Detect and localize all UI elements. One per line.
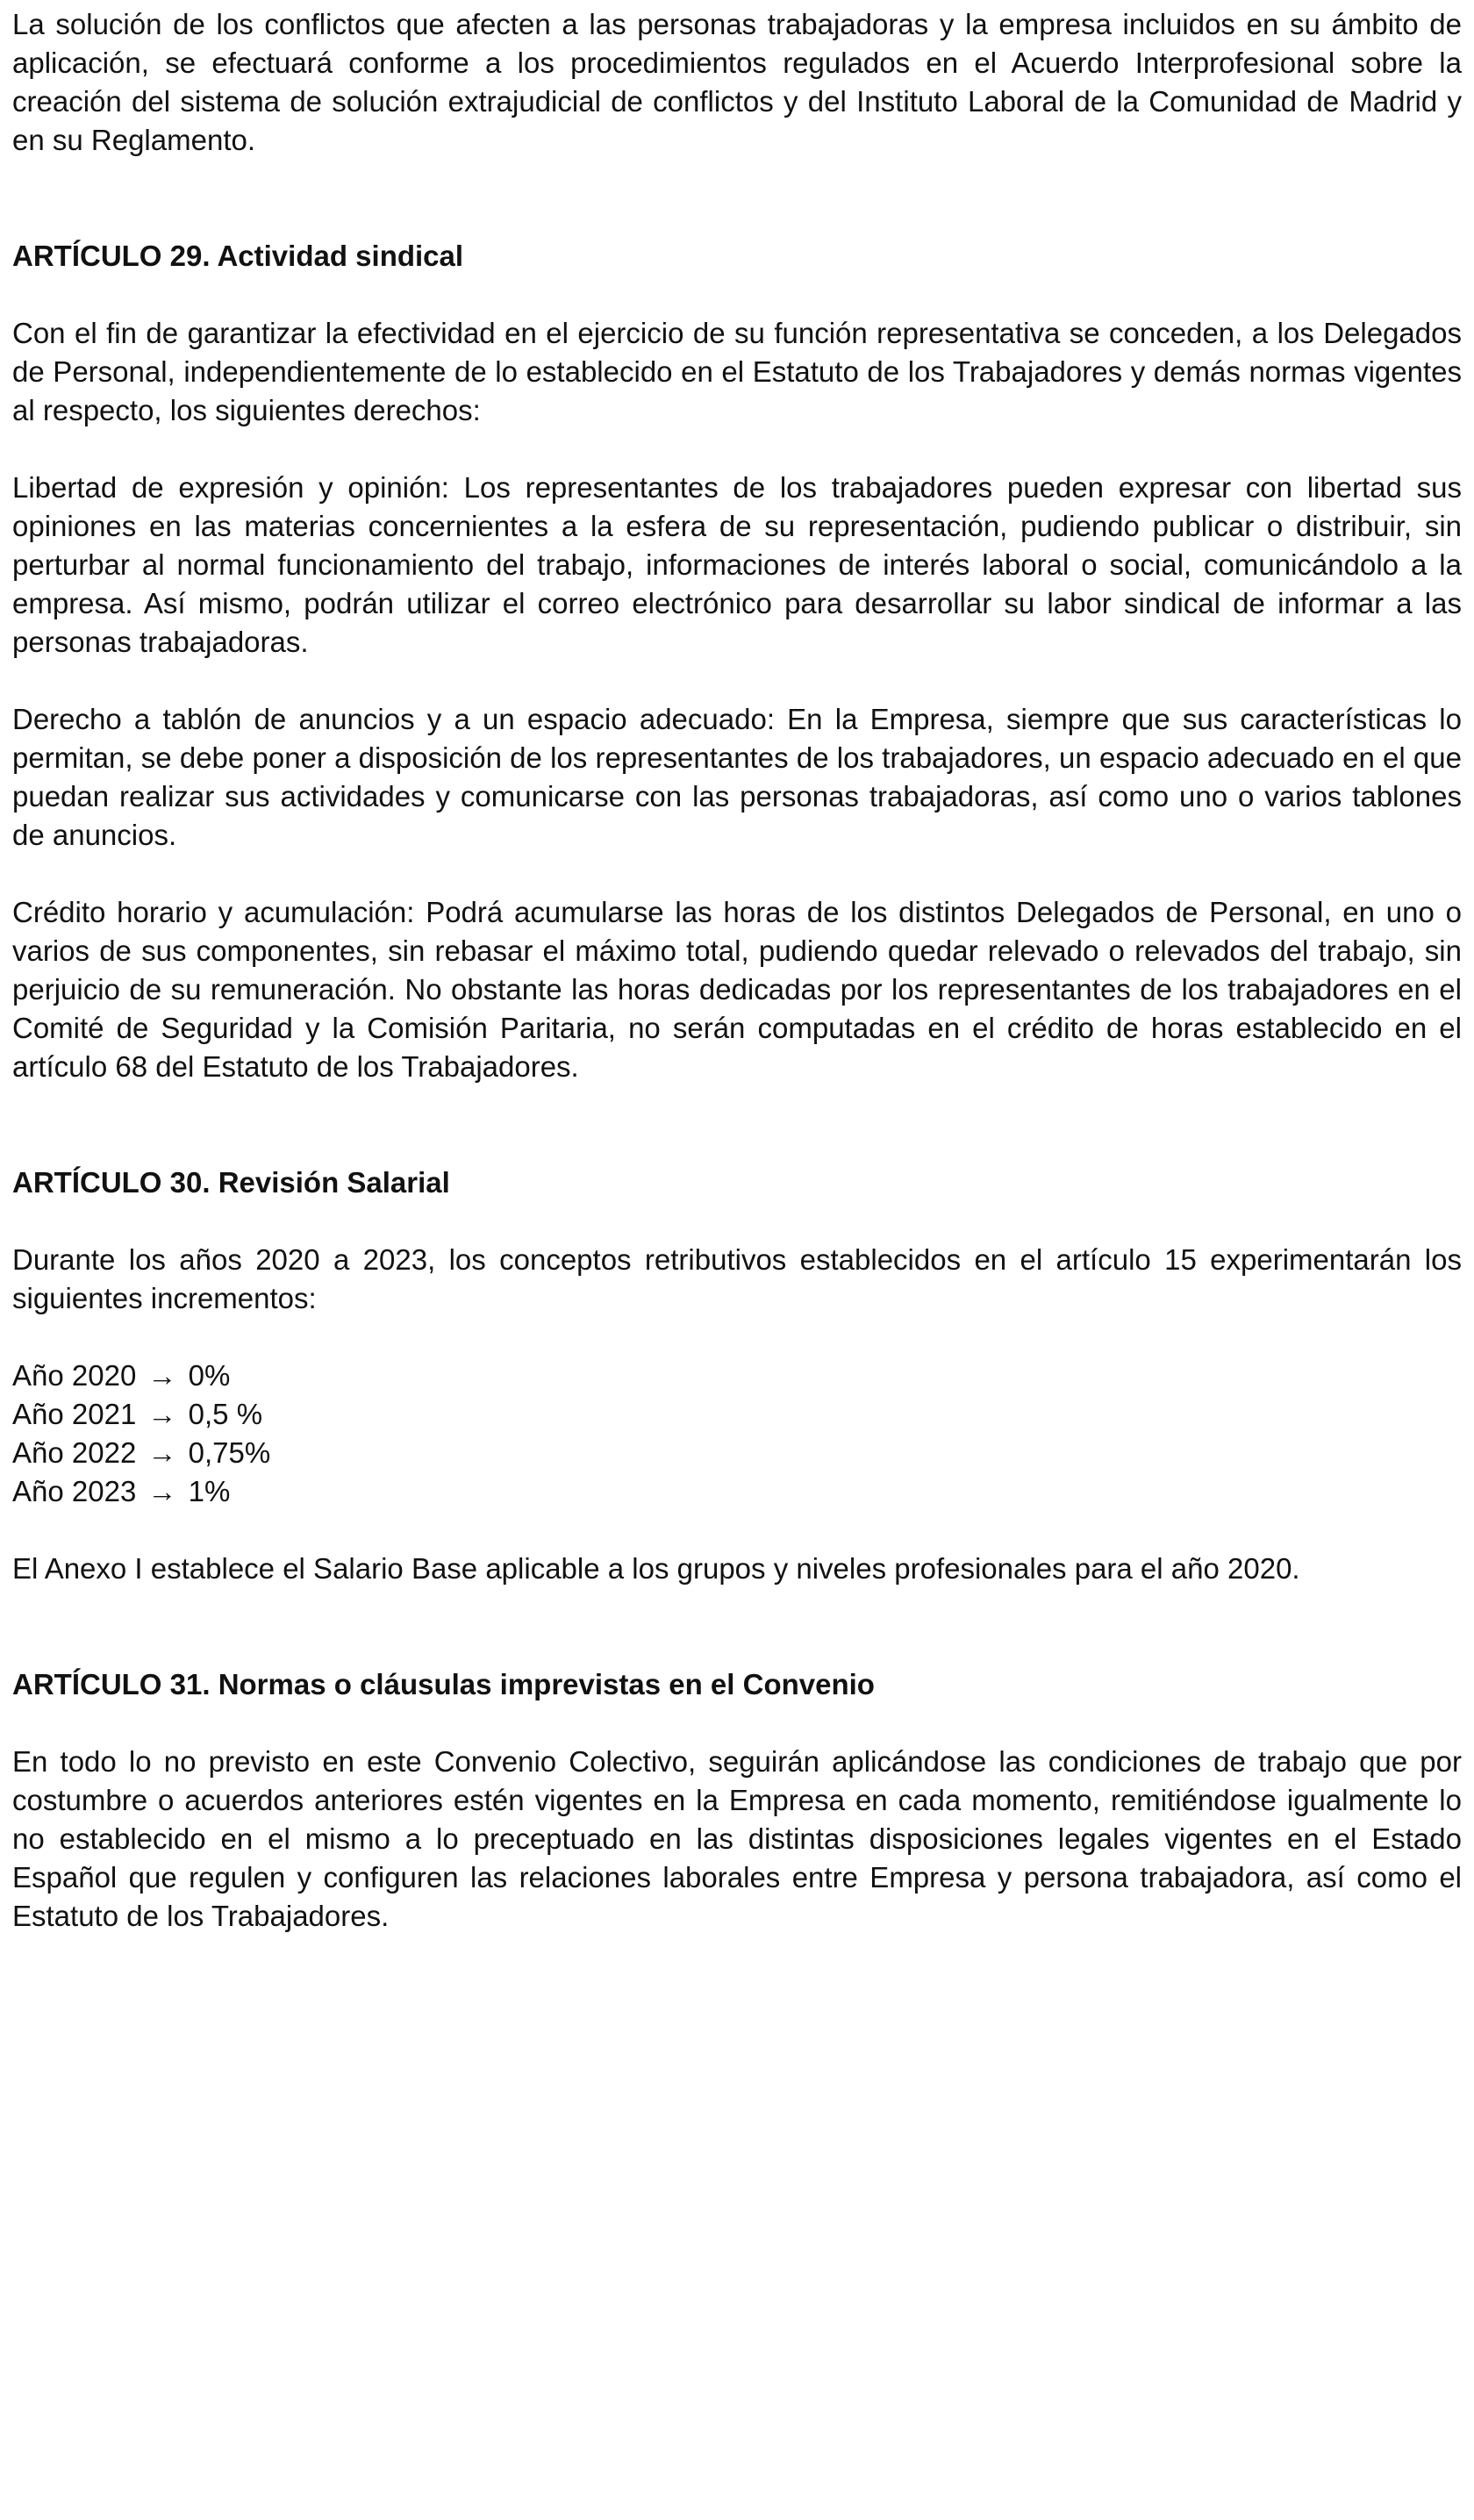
spacer: [12, 855, 1462, 893]
article-29-paragraph-3: Derecho a tablón de anuncios y a un espacio adecuado: En la Empresa, siempre que sus características lo permitan, se debe poner a disposición de los representantes de los trabajadores, un espacio adecuado en el que puedan realizar sus actividades y comunicarse con las personas trabajadoras, así como uno o varios tablones de anuncios.: [12, 703, 1462, 851]
spacer: [12, 1704, 1462, 1743]
article-30-heading: ARTÍCULO 30. Revisión Salarial: [12, 1166, 450, 1199]
list-item: [12, 1357, 1462, 1395]
increment-value: 0%: [188, 1359, 231, 1392]
arrow-right-icon: →: [147, 1359, 177, 1392]
spacer: [12, 160, 1462, 237]
article-29-paragraph-2: Libertad de expresión y opinión: Los representantes de los trabajadores pueden expresar con libertad sus opiniones en las materias concernientes a la esfera de su representación, pudiendo publicar o distribuir, sin perturbar al normal funcionamiento del trabajo, informaciones de interés laboral o social, comunicándolo a la empresa. Así mismo, podrán utilizar el correo electrónico para desarrollar su labor sindical de informar a las personas trabajadoras.: [12, 471, 1462, 658]
list-item: [12, 1472, 1462, 1511]
article-31-heading: ARTÍCULO 31. Normas o cláusulas imprevistas en el Convenio: [12, 1668, 875, 1700]
spacer: [12, 1318, 1462, 1357]
spacer: [12, 1588, 1462, 1665]
list-item: [12, 1395, 1462, 1434]
increments-list: [12, 1357, 1462, 1511]
increment-value: 0,75%: [188, 1436, 271, 1469]
increment-value: 1%: [188, 1475, 231, 1507]
article-29-paragraph-1: Con el fin de garantizar la efectividad en el ejercicio de su función representativa se conceden, a los Delegados de Personal, independientemente de lo establecido en el Estatuto de los Trabajadores y demás normas vigentes al respecto, los siguientes derechos:: [12, 317, 1462, 426]
article-30-annex-note: El Anexo I establece el Salario Base aplicable a los grupos y niveles profesionales para el año 2020.: [12, 1552, 1300, 1585]
document-page: [12, 5, 1462, 1936]
article-29-paragraph-4: Crédito horario y acumulación: Podrá acumularse las horas de los distintos Delegados de Personal, en uno o varios de sus componentes, sin rebasar el máximo total, pudiendo quedar relevado o relevados del trabajo, sin perjuicio de su remuneración. No obstante las horas dedicadas por los representantes de los trabajadores en el Comité de Seguridad y la Comisión Paritaria, no serán computadas en el crédito de horas establecido en el artículo 68 del Estatuto de los Trabajadores.: [12, 896, 1462, 1083]
increment-year: Año 2020: [12, 1359, 137, 1392]
spacer: [12, 1511, 1462, 1550]
increment-value: 0,5 %: [188, 1398, 263, 1430]
spacer: [12, 662, 1462, 700]
article-29-heading: ARTÍCULO 29. Actividad sindical: [12, 240, 464, 272]
spacer: [12, 276, 1462, 314]
increment-year: Año 2021: [12, 1398, 137, 1430]
spacer: [12, 1202, 1462, 1241]
increment-year: Año 2022: [12, 1436, 137, 1469]
list-item: [12, 1434, 1462, 1472]
intro-paragraph: La solución de los conflictos que afecten a las personas trabajadoras y la empresa incluidos en su ámbito de aplicación, se efectuará conforme a los procedimientos regulados en el Acuerdo Interprofesional sobre la creación del sistema de solución extrajudicial de conflictos y del Instituto Laboral de la Comunidad de Madrid y en su Reglamento.: [12, 8, 1462, 156]
spacer: [12, 430, 1462, 469]
spacer: [12, 1086, 1462, 1163]
arrow-right-icon: →: [147, 1475, 177, 1507]
article-31-paragraph-1: En todo lo no previsto en este Convenio Colectivo, seguirán aplicándose las condiciones de trabajo que por costumbre o acuerdos anteriores estén vigentes en la Empresa en cada momento, remitiéndose igualmente lo no establecido en el mismo a lo preceptuado en las distintas disposiciones legales vigentes en el Estado Español que regulen y configuren las relaciones laborales entre Empresa y persona trabajadora, así como el Estatuto de los Trabajadores.: [12, 1745, 1462, 1932]
arrow-right-icon: →: [147, 1398, 177, 1430]
increment-year: Año 2023: [12, 1475, 137, 1507]
article-30-paragraph-1: Durante los años 2020 a 2023, los conceptos retributivos establecidos en el artículo 15 experimentarán los siguientes incrementos:: [12, 1243, 1462, 1314]
arrow-right-icon: →: [147, 1436, 177, 1469]
